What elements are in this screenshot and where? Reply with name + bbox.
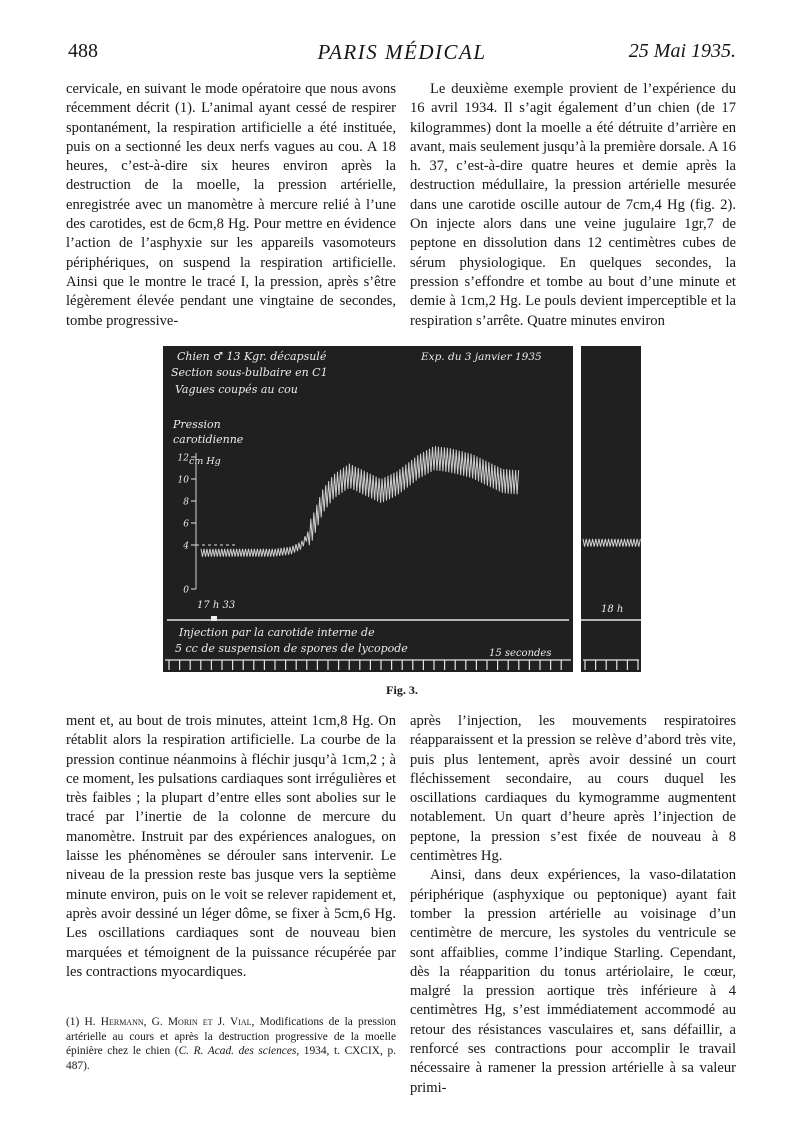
page-number: 488 <box>68 40 98 62</box>
y-tick-label: 6 <box>183 519 189 530</box>
paragraph: Le deuxième exemple provient de l’expérience du 16 avril 1934. Il s’agit également d’un chien (de 17 kilogrammes) dont la moelle a été détruite d’arrière en avant, mais seulement jusqu’à la première dorsale. A 16 h. 37, c’est-à-dire quatre heures et demie après la destruction médullaire, la pression artérielle mesurée dans une carotide oscille autour de 7cm,4 Hg (fig. 2). On injecte alors dans une veine jugulaire 1gr,7 de peptone en dissolution dans 12 centimètres cubes de sérum physiologique. En quelques secondes, la pression s’effondre et tombe au bout d’une minute et demie à 1cm,2 Hg. Le pouls devient imperceptible et la respiration s’arrête. Quatre minutes environ <box>410 81 736 329</box>
column-bottom-right <box>410 712 736 1098</box>
y-tick-label: 4 <box>183 541 189 552</box>
paragraph: ment et, au bout de trois minutes, atteint 1cm,8 Hg. On rétablit alors la respiration artificielle. La courbe de la pression continue néanmoins à fléchir jusqu’à 1cm,2 ; à ce moment, les pulsations cardiaques sont irrégulières et très faibles ; la plupart d’entre elles sont abolies sur le tracé par l’inertie de la colonne de mercure du manomètre. Instruit par des expériences analogues, on laisse les phénomènes se dérouler sans intervenir. Le niveau de la pression reste bas jusque vers la septième minute environ, puis on le voit se relever rapidement et, après avoir dessiné un léger dôme, se fixer à 5cm,6 Hg. Les oscillations cardiaques sont de nouveau bien marquées et témoignent de la puissance récupérée par les contractions myocardiques. <box>66 713 396 980</box>
kymogram-figure <box>163 346 641 672</box>
footnote-source: C. R. Acad. des sciences <box>178 1045 297 1058</box>
time-end: 18 h <box>601 604 624 615</box>
y-tick-label: 8 <box>183 497 189 508</box>
figure-caption: Fig. 3. <box>386 683 418 697</box>
footnote-authors: H. Hermann, G. Morin et J. Vial, <box>84 1016 255 1028</box>
y-tick-label: 12 <box>177 453 189 464</box>
y-tick-label: 10 <box>177 475 189 486</box>
paragraph: Ainsi, dans deux expériences, la vaso-dilatation périphérique (asphyxique ou peptonique) ayant fait tomber la pression artérielle au voisinage d’un centimètre de mercure, les systoles du ventricule se sont affaiblies, comme l’indique Starling. Cependant, dès la réapparition du tonus artériolaire, le cœur, malgré la pression aortique très inférieure à 4 centimètres Hg, s’est immédiatement accommodé au retour des résistances vasculaires et, sans défaillir, a renforcé ses contractions pour accomplir le travail nécessaire à ramener la pression artérielle à sa valeur primi- <box>410 867 736 1096</box>
vagus-note: Vagues coupés au cou <box>175 383 298 396</box>
pressure-label-2: carotidienne <box>173 433 244 446</box>
column-bottom-left <box>66 712 396 982</box>
footnote-tail: , 1934, t. CXCIX, p. 487). <box>66 1045 396 1072</box>
y-tick-label: 0 <box>183 585 189 596</box>
pressure-label: Pression <box>173 418 221 431</box>
issue-date: 25 Mai 1935. <box>628 40 736 62</box>
footnote-text: Modifications de la pression artérielle au cours et après la destruction progressive de la moelle épinière chez le chien ( <box>66 1016 396 1058</box>
injection-note-2: 5 cc de suspension de spores de lycopode <box>175 642 408 655</box>
paragraph: après l’injection, les mouvements respiratoires réapparaissent et la pression se relève d’abord très vite, puis plus lentement, après avoir dessiné un court fléchissement secondaire, au cours duquel les oscillations cardiaques du kymogramme augmentent notablement. Un quart d’heure après l’injection de peptone, la pression s’est fixée de nouveau à 8 centimètres Hg. <box>410 713 736 865</box>
time-scale: 15 secondes <box>489 648 552 659</box>
unit-label: cm Hg <box>189 456 221 467</box>
time-start: 17 h 33 <box>197 600 236 611</box>
experiment-date: Exp. du 3 janvier 1935 <box>421 351 542 363</box>
column-top-left <box>66 80 396 331</box>
footnote-marker: (1) <box>66 1016 80 1028</box>
animal-note: Chien ♂ 13 Kgr. décapsulé <box>177 350 327 363</box>
section-note: Section sous-bulbaire en C1 <box>171 366 328 379</box>
column-top-right <box>410 80 736 331</box>
paragraph: cervicale, en suivant le mode opératoire que nous avons récemment décrit (1). L’animal ayant cessé de respirer spontanément, la respiration artificielle a été instituée, puis on a sectionné les deux nerfs vagues au cou. A 18 heures, c’est-à-dire six heures environ après la destruction de la moelle, la pression artérielle, enregistrée avec un manomètre à mercure relié à l’une des carotides, est de 6cm,8 Hg. Pour mettre en évidence l’action de l’asphyxie sur les appareils vasomoteurs périphériques, on suspend la respiration artificielle. Ainsi que le montre le tracé I, la pression, après s’être légèrement élevée pendant une vingtaine de secondes, tombe progressive- <box>66 81 396 329</box>
kymogram-end-panel <box>581 346 641 672</box>
page-header <box>68 40 736 70</box>
journal-title: PARIS MÉDICAL <box>317 40 487 64</box>
footnote <box>66 1015 396 1073</box>
injection-note: Injection par la carotide interne de <box>179 626 375 639</box>
kymogram <box>163 346 641 672</box>
